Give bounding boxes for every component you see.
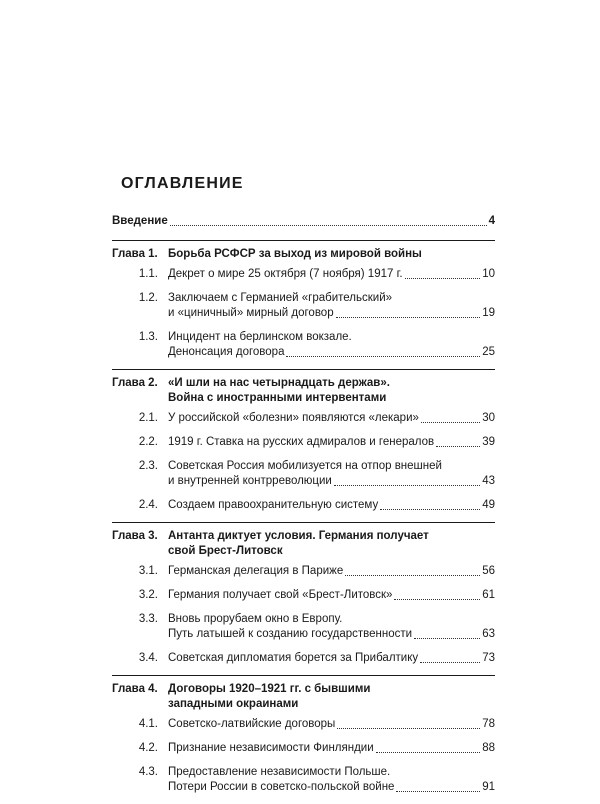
section-title-line: Признание независимости Финляндии <box>168 742 374 754</box>
chapter-title-line: Война с иностранными интервентами <box>168 392 387 404</box>
page-number: 43 <box>482 475 495 487</box>
chapter-title-line: Борьба РСФСР за выход из мировой войны <box>168 248 422 260</box>
page-number: 4 <box>488 215 495 227</box>
section-number: 4.1. <box>138 718 158 730</box>
section-number: 1.1. <box>138 268 158 280</box>
toc-entry-section[interactable] <box>112 588 495 603</box>
section-title-line: Путь латышей к созданию государственности <box>168 628 413 640</box>
section-number: 3.2. <box>138 589 158 601</box>
chapter-number: Глава 3. <box>112 530 158 542</box>
dot-leader <box>421 422 480 423</box>
dot-leader <box>420 662 480 663</box>
dot-leader <box>337 728 480 729</box>
section-title-line: Германия получает свой «Брест-Литовск» <box>168 589 393 601</box>
chapter-title-line: «И шли на нас четырнадцать держав». <box>168 377 390 389</box>
section-number: 2.4. <box>138 499 158 511</box>
chapter-title-line: Антанта диктует условия. Германия получает <box>168 530 429 542</box>
toc-entry-section[interactable] <box>112 612 495 642</box>
section-title-line: Германская делегация в Париже <box>168 565 344 577</box>
section-title-line: Советско-латвийские договоры <box>168 718 336 730</box>
chapter-title-line: свой Брест-Литовск <box>168 545 283 557</box>
section-title-line: Потери России в советско-польской войне <box>168 781 395 793</box>
section-title-line: Вновь прорубаем окно в Европу. <box>168 613 343 625</box>
dot-leader <box>414 638 480 639</box>
entry-label: Введение <box>112 215 168 227</box>
section-number: 3.1. <box>138 565 158 577</box>
section-title-line: Денонсация договора <box>168 346 285 358</box>
section-title-line: и внутренней контрреволюции <box>168 475 332 487</box>
chapter-heading[interactable] <box>112 247 495 262</box>
toc-entry-section[interactable] <box>112 741 495 756</box>
page-number: 30 <box>482 412 495 424</box>
toc-entry-section[interactable] <box>112 498 495 513</box>
chapter-number: Глава 1. <box>112 248 158 260</box>
toc-entry-section[interactable] <box>112 564 495 579</box>
section-title-line: Заключаем с Германией «грабительский» <box>168 292 393 304</box>
dot-leader <box>394 599 480 600</box>
toc-entry-intro[interactable] <box>112 214 495 229</box>
section-number: 3.3. <box>138 613 158 625</box>
chapter-title <box>168 529 429 559</box>
dot-leader <box>380 509 480 510</box>
toc-entry-section[interactable] <box>112 651 495 666</box>
page-number: 73 <box>482 652 495 664</box>
section-number: 2.1. <box>138 412 158 424</box>
toc-entry-section[interactable] <box>112 330 495 360</box>
dot-leader <box>345 575 480 576</box>
page-number: 88 <box>482 742 495 754</box>
page-number: 49 <box>482 499 495 511</box>
chapter-heading[interactable] <box>112 376 495 406</box>
page-number: 19 <box>482 307 495 319</box>
toc-title: ОГЛАВЛЕНИЕ <box>121 175 244 192</box>
table-of-contents <box>112 214 495 804</box>
page-number: 39 <box>482 436 495 448</box>
page-number: 63 <box>482 628 495 640</box>
chapter-block <box>112 240 495 360</box>
chapter-block <box>112 522 495 666</box>
section-title-line: Предоставление независимости Польше. <box>168 766 391 778</box>
chapter-divider <box>112 240 495 241</box>
toc-entry-section[interactable] <box>112 459 495 489</box>
dot-leader <box>376 752 481 753</box>
section-title-line: Инцидент на берлинском вокзале. <box>168 331 352 343</box>
page-number: 91 <box>482 781 495 793</box>
section-number: 1.2. <box>138 292 158 304</box>
section-number: 1.3. <box>138 331 158 343</box>
chapter-block <box>112 675 495 795</box>
toc-entry-section[interactable] <box>112 717 495 732</box>
dot-leader <box>334 485 480 486</box>
section-title-line: У российской «болезни» появляются «лекари» <box>168 412 419 424</box>
section-number: 2.2. <box>138 436 158 448</box>
dot-leader <box>286 356 480 357</box>
page-number: 25 <box>482 346 495 358</box>
page-number: 61 <box>482 589 495 601</box>
page-number: 78 <box>482 718 495 730</box>
section-title-line: Советская Россия мобилизуется на отпор внешней <box>168 460 442 472</box>
chapter-title-line: Договоры 1920–1921 гг. с бывшими <box>168 683 371 695</box>
chapter-divider <box>112 675 495 676</box>
toc-entry-section[interactable] <box>112 765 495 795</box>
section-number: 3.4. <box>138 652 158 664</box>
dot-leader <box>336 317 481 318</box>
dot-leader <box>396 791 480 792</box>
chapter-divider <box>112 369 495 370</box>
section-title-line: 1919 г. Ставка на русских адмиралов и генералов <box>168 436 435 448</box>
chapter-title <box>168 682 370 712</box>
page-number: 10 <box>482 268 495 280</box>
chapter-number: Глава 2. <box>112 377 158 389</box>
dot-leader <box>436 446 480 447</box>
section-title-line: Декрет о мире 25 октября (7 ноября) 1917 г. <box>168 268 403 280</box>
section-title-line: и «циничный» мирный договор <box>168 307 334 319</box>
chapter-heading[interactable] <box>112 529 495 559</box>
toc-entry-section[interactable] <box>112 435 495 450</box>
chapter-title <box>168 247 422 262</box>
toc-entry-section[interactable] <box>112 291 495 321</box>
chapter-divider <box>112 522 495 523</box>
chapter-heading[interactable] <box>112 682 495 712</box>
chapter-block <box>112 369 495 513</box>
dot-leader <box>405 278 481 279</box>
dot-leader <box>170 225 487 226</box>
section-number: 2.3. <box>138 460 158 472</box>
toc-entry-section[interactable] <box>112 267 495 282</box>
toc-entry-section[interactable] <box>112 411 495 426</box>
chapter-title <box>168 376 390 406</box>
section-title-line: Советская дипломатия борется за Прибалтику <box>168 652 419 664</box>
page-number: 56 <box>482 565 495 577</box>
section-number: 4.2. <box>138 742 158 754</box>
section-number: 4.3. <box>138 766 158 778</box>
chapter-number: Глава 4. <box>112 683 158 695</box>
chapter-title-line: западными окраинами <box>168 698 299 710</box>
section-title-line: Создаем правоохранительную систему <box>168 499 379 511</box>
